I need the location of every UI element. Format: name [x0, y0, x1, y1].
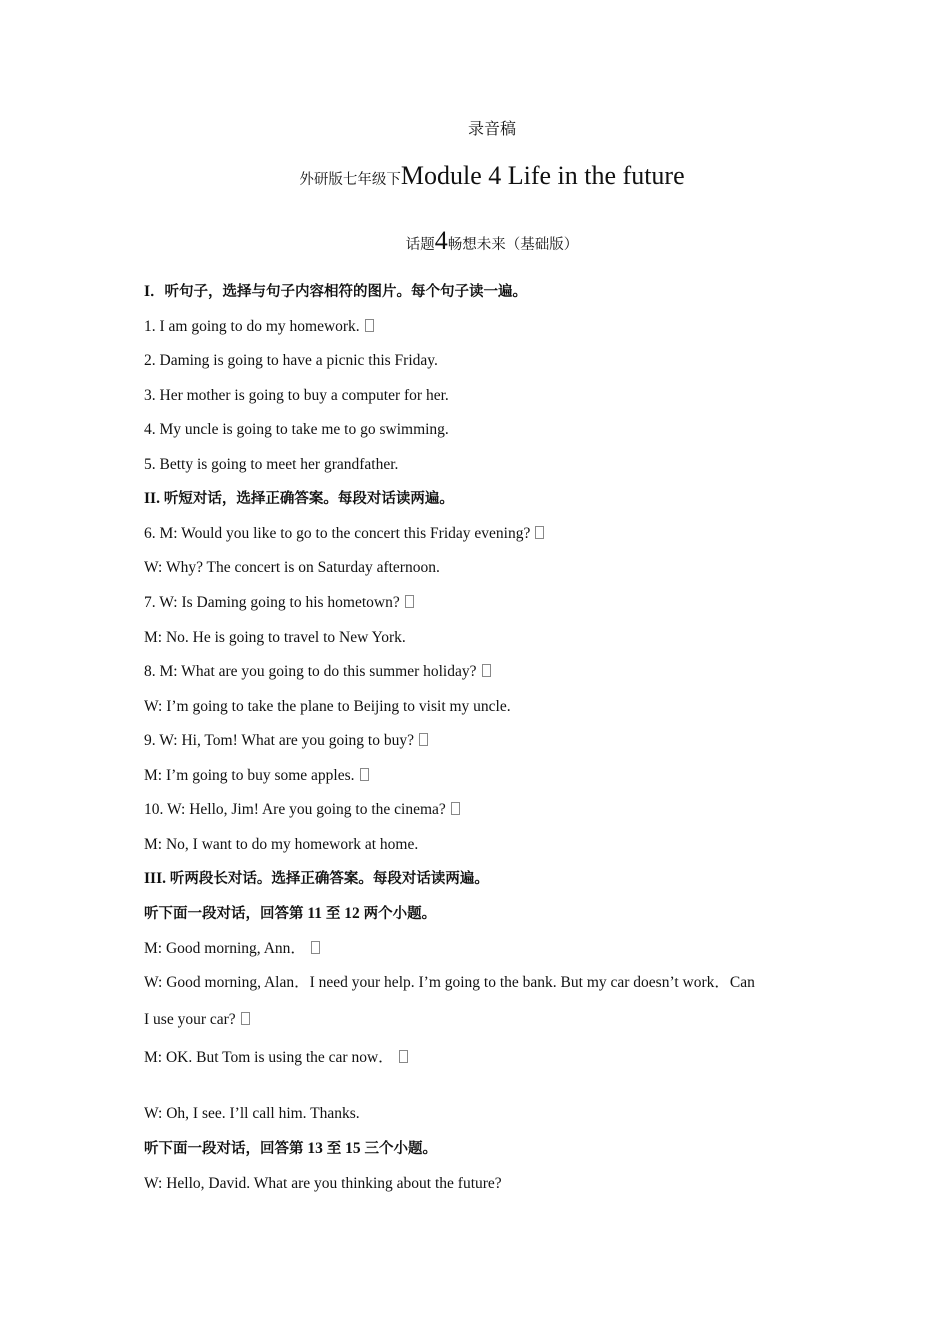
s1-line-2: 2. Daming is going to have a picnic this Friday. — [144, 352, 438, 369]
s2-line-2: W: Why? The concert is on Saturday afternoon. — [144, 559, 440, 576]
s2-line-7: 9. W: Hi, Tom! What are you going to buy? — [144, 731, 428, 751]
s1-line-1: 1. I am going to do my homework. — [144, 317, 374, 337]
d1-line-3: I use your car? — [144, 1010, 250, 1030]
d2-line-1: W: Hello, David. What are you thinking about the future? — [144, 1175, 502, 1192]
section-3-heading — [144, 869, 489, 889]
section-3-sub-1: 听下面一段对话，回答第 11 至 12 两个小题。 — [144, 905, 437, 922]
s2-line-10: M: No, I want to do my homework at home. — [144, 836, 419, 853]
doc-kicker: 录音稿 — [467, 119, 516, 138]
d1-line-2: W: Good morning, Alan．I need your help. I’m going to the bank. But my car doesn’t work．Can — [144, 974, 755, 991]
d1-line-1: M: Good morning, Ann． — [144, 939, 320, 959]
placeholder-box — [365, 319, 374, 332]
page-subtitle — [0, 224, 950, 262]
d1-line-4: M: OK. But Tom is using the car now． — [144, 1048, 408, 1068]
s2-line-8: M: I’m going to buy some apples. — [144, 766, 369, 786]
s1-line-3: 3. Her mother is going to buy a computer for her. — [144, 387, 449, 404]
section-3-sub-2: 听下面一段对话，回答第 13 至 15 三个小题。 — [144, 1140, 437, 1157]
placeholder-box — [399, 1050, 408, 1063]
s1-line-5: 5. Betty is going to meet her grandfather. — [144, 456, 399, 473]
s2-line-5: 8. M: What are you going to do this summer holiday? — [144, 662, 491, 682]
title-cn: 外研版七年级下 — [299, 172, 401, 188]
placeholder-box — [311, 941, 320, 954]
page-title — [0, 159, 950, 197]
section-2-text: 听短对话，选择正确答案。每段对话读两遍。 — [163, 491, 454, 507]
placeholder-box — [360, 768, 369, 781]
placeholder-box — [241, 1012, 250, 1025]
section-1-num: I — [144, 283, 151, 300]
section-3-num: III. — [144, 870, 166, 887]
section-1-text: ．听句子，选择与句子内容相符的图片。每个句子读一遍。 — [150, 284, 528, 300]
d1-line-5: W: Oh, I see. I’ll call him. Thanks. — [144, 1105, 360, 1122]
section-2-heading — [144, 489, 454, 509]
section-3-text: 听两段长对话。选择正确答案。每段对话读两遍。 — [169, 871, 489, 887]
s2-line-4: M: No. He is going to travel to New York. — [144, 629, 406, 646]
s2-line-9: 10. W: Hello, Jim! Are you going to the cinema? — [144, 800, 460, 820]
placeholder-box — [405, 595, 414, 608]
s2-line-1: 6. M: Would you like to go to the concert this Friday evening? — [144, 524, 544, 544]
s2-line-3: 7. W: Is Daming going to his hometown? — [144, 593, 414, 613]
subtitle-rest: 畅想未来（基础版） — [447, 237, 579, 253]
subtitle-num: 4 — [434, 226, 448, 255]
placeholder-box — [451, 802, 460, 815]
subtitle-cn: 话题 — [405, 237, 435, 253]
placeholder-box — [482, 664, 491, 677]
placeholder-box — [419, 733, 428, 746]
section-1-heading — [144, 282, 527, 302]
title-en: Module 4 Life in the future — [400, 161, 685, 190]
s2-line-6: W: I’m going to take the plane to Beijing to visit my uncle. — [144, 698, 511, 715]
section-2-num: II. — [144, 490, 160, 507]
placeholder-box — [535, 526, 544, 539]
s1-line-4: 4. My uncle is going to take me to go swimming. — [144, 421, 449, 438]
